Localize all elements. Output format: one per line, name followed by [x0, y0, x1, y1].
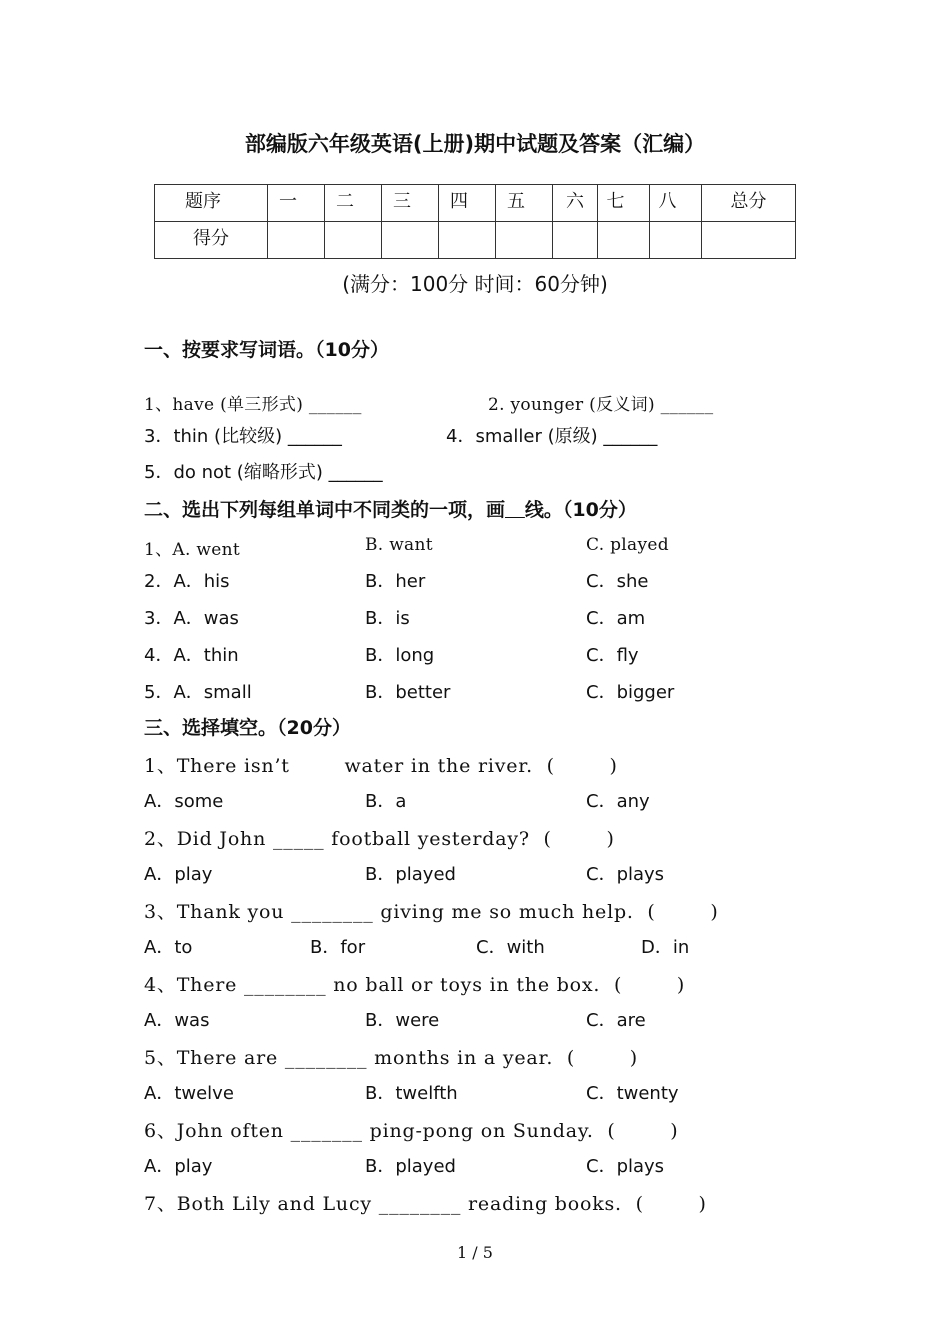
section3-q6: 6、John often _______ ping-pong on Sunday. ( ) — [144, 1120, 679, 1142]
section2-row5-a: 5．A．small — [144, 682, 252, 703]
section2-row4-b: B．long — [365, 645, 435, 666]
section2-row3-b: B．is — [365, 608, 410, 629]
score-input-cell — [598, 222, 650, 259]
score-table — [154, 184, 796, 259]
section3-q3: 3、Thank you ________ giving me so much help. ( ) — [144, 901, 719, 923]
score-cell: 题序 — [155, 185, 268, 222]
section3-q6-opt-b: B．played — [365, 1156, 456, 1177]
section1-q3: 3．thin (比较级) ______ — [144, 426, 342, 447]
section3-q4-opt-a: A．was — [144, 1010, 210, 1031]
section1-q1: 1、have (单三形式) ______ — [144, 395, 362, 415]
section3-q3-opt-d: D．in — [641, 937, 690, 958]
section2-row2-c: C．she — [586, 571, 649, 592]
score-input-cell — [325, 222, 382, 259]
section3-q4-opt-c: C．are — [586, 1010, 646, 1031]
section2-row3-c: C．am — [586, 608, 646, 629]
section3-q3-opt-a: A．to — [144, 937, 193, 958]
score-input-cell — [650, 222, 702, 259]
section3-q1-opt-b: B．a — [365, 791, 407, 812]
section3-q2: 2、Did John _____ football yesterday? ( ) — [144, 828, 615, 850]
section2-row2-a: 2．A．his — [144, 571, 230, 592]
section3-q4: 4、There ________ no ball or toys in the box. ( ) — [144, 974, 686, 996]
section3-q4-opt-b: B．were — [365, 1010, 440, 1031]
score-cell: 总分 — [702, 185, 796, 222]
section3-q7: 7、Both Lily and Lucy ________ reading books. ( ) — [144, 1193, 707, 1215]
score-input-cell — [553, 222, 598, 259]
score-input-cell — [382, 222, 439, 259]
score-table-score-row — [155, 222, 796, 259]
section3-q5: 5、There are ________ months in a year. ( ) — [144, 1047, 638, 1069]
section3-q1: 1、There isn’t water in the river. ( ) — [144, 755, 618, 777]
section3-q3-opt-b: B．for — [310, 937, 366, 958]
score-cell: 四 — [439, 185, 496, 222]
section3-q5-opt-a: A．twelve — [144, 1083, 234, 1104]
section2-row5-c: C．bigger — [586, 682, 675, 703]
score-cell: 六 — [553, 185, 598, 222]
section2-row1-a: 1、A. went — [144, 540, 240, 560]
section1-q2: 2. younger (反义词) ______ — [488, 395, 714, 415]
section2-row2-b: B．her — [365, 571, 426, 592]
section3-q1-opt-a: A．some — [144, 791, 224, 812]
section1-q5: 5．do not (缩略形式) ______ — [144, 462, 383, 483]
section3-q1-opt-c: C．any — [586, 791, 650, 812]
section3-heading: 三、选择填空。（20分） — [144, 717, 351, 739]
section3-q2-opt-a: A．play — [144, 864, 213, 885]
score-table-header-row — [155, 185, 796, 222]
section3-q3-opt-c: C．with — [476, 937, 545, 958]
score-input-cell — [496, 222, 553, 259]
section3-q5-opt-c: C．twenty — [586, 1083, 679, 1104]
score-cell: 八 — [650, 185, 702, 222]
page-title: 部编版六年级英语(上册)期中试题及答案（汇编） — [244, 132, 706, 156]
section3-q2-opt-b: B．played — [365, 864, 456, 885]
section2-row5-b: B．better — [365, 682, 451, 703]
section2-row1-c: C. played — [586, 535, 669, 555]
page-number: 1 / 5 — [457, 1243, 493, 1262]
score-input-cell — [268, 222, 325, 259]
section2-row4-c: C．fly — [586, 645, 639, 666]
section2-heading: 二、选出下列每组单词中不同类的一项，画 线。（10分） — [144, 499, 637, 521]
score-cell: 七 — [598, 185, 650, 222]
score-cell: 三 — [382, 185, 439, 222]
section3-q5-opt-b: B．twelfth — [365, 1083, 458, 1104]
score-cell: 一 — [268, 185, 325, 222]
score-input-cell — [702, 222, 796, 259]
section1-q4: 4．smaller (原级) ______ — [446, 426, 658, 447]
section3-q6-opt-c: C．plays — [586, 1156, 665, 1177]
section3-q6-opt-a: A．play — [144, 1156, 213, 1177]
score-cell: 五 — [496, 185, 553, 222]
section2-row3-a: 3．A．was — [144, 608, 239, 629]
score-cell: 得分 — [155, 222, 268, 259]
section3-q2-opt-c: C．plays — [586, 864, 665, 885]
section2-row1-b: B. want — [365, 535, 433, 555]
score-input-cell — [439, 222, 496, 259]
exam-note: (满分：100分 时间：60分钟) — [342, 272, 608, 296]
score-cell: 二 — [325, 185, 382, 222]
section1-heading: 一、按要求写词语。（10分） — [144, 339, 389, 361]
section2-row4-a: 4．A．thin — [144, 645, 239, 666]
